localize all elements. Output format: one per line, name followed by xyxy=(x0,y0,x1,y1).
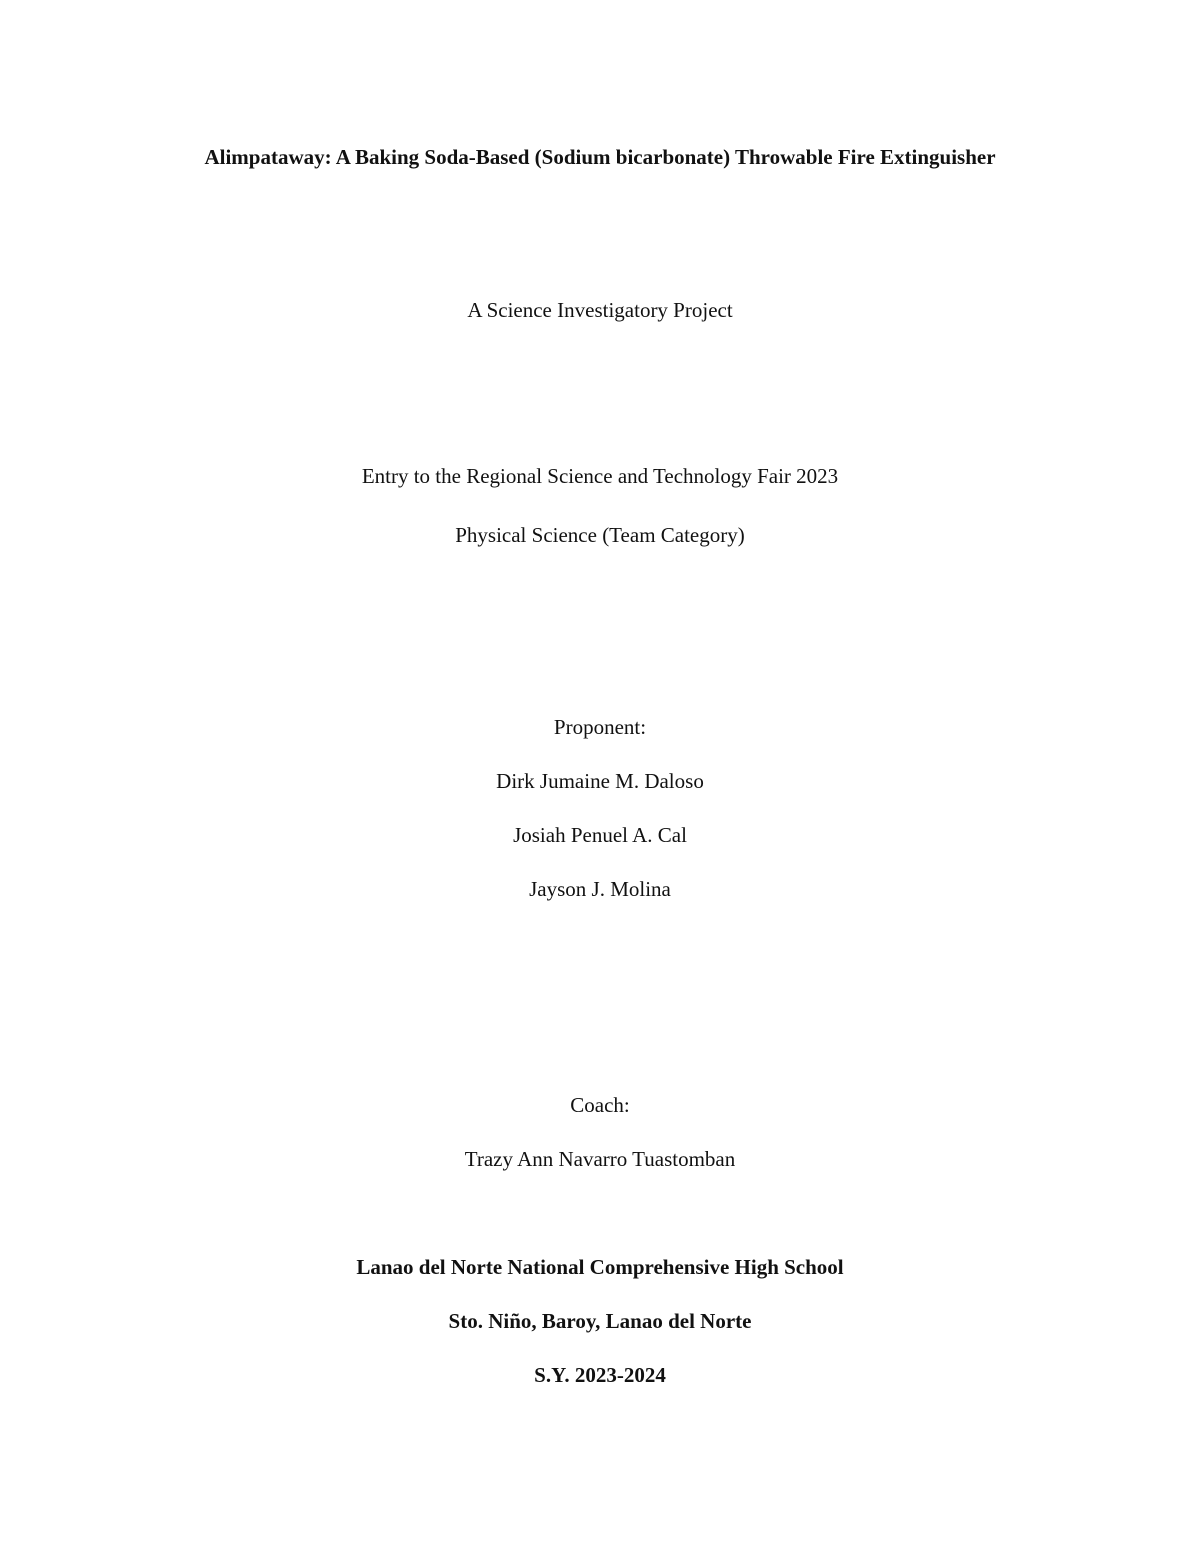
school-address: Sto. Niño, Baroy, Lanao del Norte xyxy=(448,1309,752,1333)
document-title: Alimpataway: A Baking Soda-Based (Sodium bicarbonate) Throwable Fire Extinguisher xyxy=(204,145,996,169)
proponent-label: Proponent: xyxy=(553,715,647,739)
proponent-name: Jayson J. Molina xyxy=(529,877,671,901)
coach-name: Trazy Ann Navarro Tuastomban xyxy=(464,1147,736,1171)
project-type: A Science Investigatory Project xyxy=(467,298,733,322)
proponent-name: Dirk Jumaine M. Daloso xyxy=(496,769,704,793)
coach-label: Coach: xyxy=(570,1093,630,1117)
fair-entry: Entry to the Regional Science and Technology Fair 2023 xyxy=(361,464,839,488)
school-year: S.Y. 2023-2024 xyxy=(534,1363,666,1387)
school-name: Lanao del Norte National Comprehensive High School xyxy=(356,1255,844,1279)
proponent-name: Josiah Penuel A. Cal xyxy=(513,823,687,847)
category: Physical Science (Team Category) xyxy=(455,523,745,547)
